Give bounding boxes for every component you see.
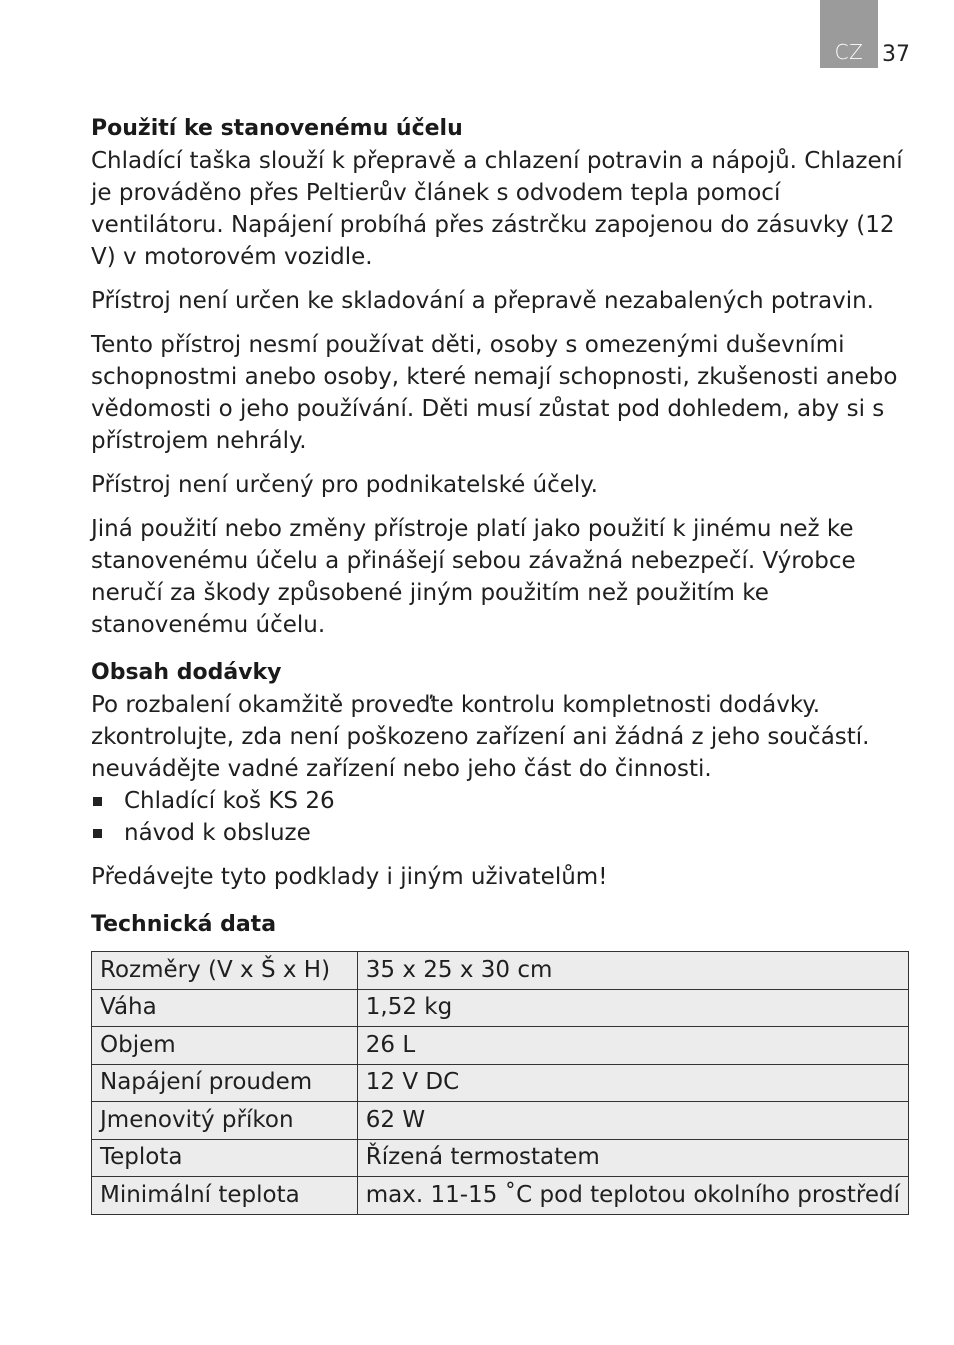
bullet-square-icon bbox=[93, 829, 102, 838]
table-row bbox=[92, 1102, 909, 1140]
spec-key: Rozměry (V x Š x H) bbox=[92, 952, 358, 990]
list-item-text: Chladící koš KS 26 bbox=[124, 788, 335, 814]
language-tab bbox=[820, 0, 878, 68]
list-item bbox=[91, 785, 909, 817]
tech-data-table bbox=[91, 951, 909, 1215]
list-item-text: návod k obsluze bbox=[124, 820, 311, 846]
page-content bbox=[91, 113, 909, 1215]
table-row bbox=[92, 952, 909, 990]
spec-key: Teplota bbox=[92, 1139, 358, 1177]
bullet-square-icon bbox=[93, 797, 102, 806]
page-number: 37 bbox=[882, 42, 910, 67]
table-row bbox=[92, 1139, 909, 1177]
purpose-paragraph-1: Chladící taška slouží k přepravě a chlazení potravin a nápojů. Chlazení je prováděno přes Peltierův článek s odvodem tepla pomocí ventilátoru. Napájení probíhá přes zástrčku zapojenou do zásuvky (12 V) v motorovém vozidle. bbox=[91, 148, 903, 270]
spec-key: Jmenovitý příkon bbox=[92, 1102, 358, 1140]
spec-value: 1,52 kg bbox=[357, 989, 908, 1027]
table-row bbox=[92, 989, 909, 1027]
table-row bbox=[92, 1027, 909, 1065]
section-title-delivery: Obsah dodávky bbox=[91, 660, 282, 685]
spec-value: 35 x 25 x 30 cm bbox=[357, 952, 908, 990]
section-title-purpose: Použití ke stanovenému účelu bbox=[91, 116, 463, 141]
spec-value: 62 W bbox=[357, 1102, 908, 1140]
list-item bbox=[91, 817, 909, 849]
spec-key: Napájení proudem bbox=[92, 1064, 358, 1102]
spec-value: 12 V DC bbox=[357, 1064, 908, 1102]
spec-value: max. 11-15 ˚C pod teplotou okolního prostředí bbox=[357, 1177, 908, 1215]
spec-value: 26 L bbox=[357, 1027, 908, 1065]
spec-key: Minimální teplota bbox=[92, 1177, 358, 1215]
table-row bbox=[92, 1177, 909, 1215]
purpose-paragraph-3: Tento přístroj nesmí používat děti, osoby s omezenými duševními schopnostmi anebo osoby, které nemají schopnosti, zkušenosti anebo vědomosti o jeho používání. Děti musí zůstat pod dohledem, aby si s přístrojem nehrály. bbox=[91, 332, 898, 454]
purpose-paragraph-2: Přístroj není určen ke skladování a přepravě nezabalených potravin. bbox=[91, 288, 874, 314]
purpose-paragraph-5: Jiná použití nebo změny přístroje platí jako použití k jinému než ke stanovenému účelu a přinášejí sebou závažná nebezpečí. Výrobce neručí za škody způsobené jiným použitím než použitím ke stanovenému účelu. bbox=[91, 516, 856, 638]
section-title-tech: Technická data bbox=[91, 912, 277, 937]
language-code: CZ bbox=[834, 40, 864, 64]
delivery-list bbox=[91, 785, 909, 849]
spec-key: Objem bbox=[92, 1027, 358, 1065]
purpose-paragraph-4: Přístroj není určený pro podnikatelské účely. bbox=[91, 472, 598, 498]
delivery-note: Předávejte tyto podklady i jiným uživatelům! bbox=[91, 864, 608, 890]
delivery-intro: Po rozbalení okamžitě proveďte kontrolu kompletnosti dodávky. zkontrolujte, zda není poškozeno zařízení ani žádná z jeho součástí. neuvádějte vadné zařízení nebo jeho část do činnosti. bbox=[91, 692, 870, 782]
spec-key: Váha bbox=[92, 989, 358, 1027]
table-row bbox=[92, 1064, 909, 1102]
spec-value: Řízená termostatem bbox=[357, 1139, 908, 1177]
